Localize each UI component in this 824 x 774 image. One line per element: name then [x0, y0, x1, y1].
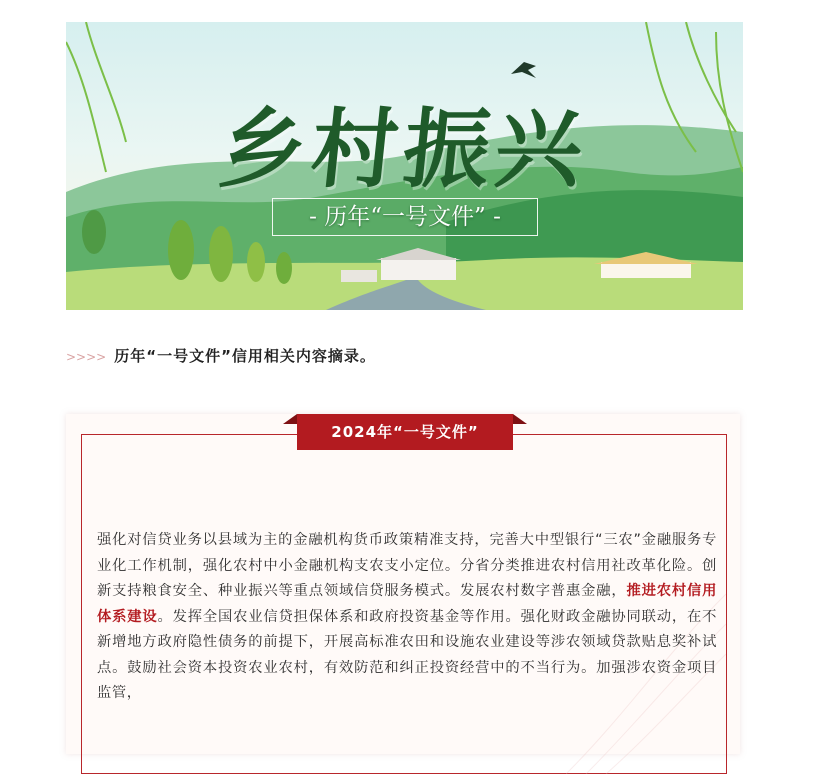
- paragraph-highlight: 推进农村信用体系建设: [97, 583, 717, 625]
- paragraph-part-2: 。发挥全国农业信贷担保体系和政府投资基金等作用。强化财政金融协同联动，在不新增地方政府隐性债务的前提下，开展高标准农田和设施农业建设等涉农领域贷款贴息奖补试点。鼓励社会资本投资农业农村，有效防范和纠正投资经营中的不当行为。加强涉农资金项目监管，: [97, 608, 717, 701]
- paragraph-part-1: 强化对信贷业务以县域为主的金融机构货币政策精准支持，完善大中型银行“三农”金融服务专业化工作机制，强化农村中小金融机构支农支小定位。分省分类推进农村信用社改革化险。创新支持粮食安全、种业振兴等重点领域信贷服务模式。发展农村数字普惠金融，: [97, 532, 717, 599]
- intro-text: 历年“一号文件”信用相关内容摘录。: [114, 347, 376, 365]
- banner-image: [66, 22, 743, 310]
- house-right: [601, 262, 691, 278]
- house-small: [341, 270, 377, 282]
- section-paragraph: [97, 528, 717, 707]
- house-center: [381, 258, 456, 280]
- section-tab: 2024年“一号文件”: [297, 414, 513, 450]
- banner-subtitle: - 历年“一号文件” -: [272, 198, 538, 236]
- arrows-icon: >>>>: [66, 350, 107, 364]
- document-card: [66, 414, 740, 754]
- intro-line: [66, 344, 376, 369]
- swallow-icon: [511, 62, 536, 78]
- banner-title: 乡村振兴: [214, 99, 594, 200]
